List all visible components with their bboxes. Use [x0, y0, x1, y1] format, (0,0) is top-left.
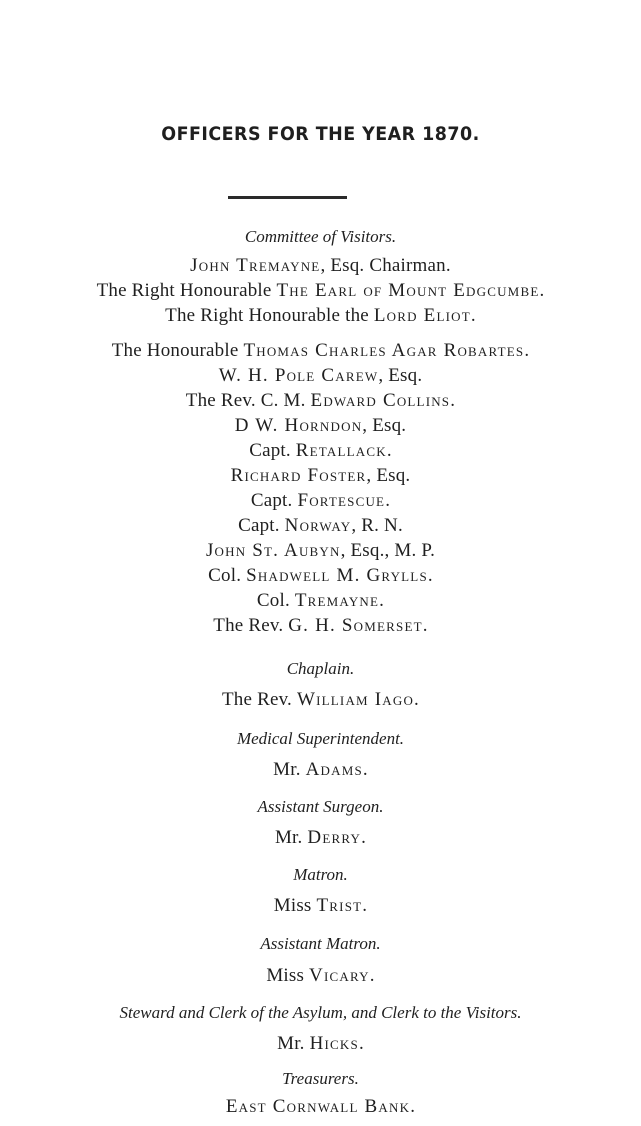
member-suffix: .	[422, 615, 428, 636]
officer-name: Vicary	[309, 965, 370, 986]
member-name: Norway	[284, 515, 352, 536]
member-prefix: The Right Honourable	[96, 280, 277, 301]
title-rule	[228, 196, 347, 199]
member-name: John St. Aubyn	[205, 540, 341, 561]
member-suffix: .	[470, 305, 476, 326]
member-name: Thomas Charles Agar Robartes	[243, 340, 525, 361]
officer-prefix: Mr.	[273, 759, 306, 780]
committee-member	[0, 616, 641, 635]
member-suffix: .	[385, 490, 391, 511]
assistant-matron-entry	[0, 966, 641, 985]
officer-prefix: Miss	[273, 895, 317, 916]
officer-name: Adams	[305, 759, 363, 780]
officer-suffix: .	[358, 1033, 364, 1054]
member-prefix: The Rev. C. M.	[185, 390, 311, 411]
chaplain-entry	[0, 690, 641, 709]
committee-member	[0, 306, 641, 325]
officer-prefix: Mr.	[277, 1033, 310, 1054]
member-prefix: Col.	[208, 565, 247, 586]
committee-member	[0, 281, 641, 300]
treasurers-entry	[0, 1097, 641, 1116]
steward-heading: Steward and Clerk of the Asylum, and Clerk to the Visitors.	[119, 1003, 522, 1022]
member-name: D W. Horndon	[234, 415, 363, 436]
officer-suffix: .	[369, 965, 375, 986]
member-name: Edward Collins	[310, 390, 451, 411]
member-prefix: The Rev.	[213, 615, 289, 636]
member-name: W. H. Pole Carew	[218, 365, 379, 386]
chaplain-heading: Chaplain.	[286, 659, 355, 678]
officer-suffix: .	[414, 689, 419, 710]
steward-entry	[0, 1034, 641, 1053]
officer-name: East Cornwall Bank	[225, 1096, 411, 1117]
member-suffix: .	[427, 565, 433, 586]
assistant-surgeon-heading: Assistant Surgeon.	[257, 797, 384, 816]
officer-suffix: .	[410, 1096, 416, 1117]
committee-member	[0, 391, 641, 410]
member-name: Tremayne	[294, 590, 380, 611]
member-suffix: .	[524, 340, 530, 361]
member-name: Retallack	[295, 440, 387, 461]
member-suffix: , Esq.	[378, 365, 423, 386]
officer-prefix: The Rev.	[222, 689, 297, 710]
page-title: OFFICERS FOR THE YEAR 1870.	[161, 123, 480, 145]
committee-member	[0, 441, 641, 460]
member-suffix: , Esq. Chairman.	[320, 255, 451, 276]
member-suffix: , Esq., M. P.	[340, 540, 436, 561]
committee-member	[0, 366, 641, 385]
matron-entry	[0, 896, 641, 915]
officer-suffix: .	[362, 759, 368, 780]
member-suffix: .	[379, 590, 385, 611]
assistant-matron-heading: Assistant Matron.	[260, 934, 381, 953]
matron-heading: Matron.	[293, 865, 348, 884]
medical-superintendent-heading: Medical Superintendent.	[236, 729, 405, 748]
committee-member	[0, 466, 641, 485]
member-prefix: Col.	[256, 590, 295, 611]
officer-prefix: Mr.	[274, 827, 308, 848]
member-name: Fortescue	[297, 490, 386, 511]
member-prefix: Capt.	[249, 440, 296, 461]
committee-member	[0, 341, 641, 360]
officer-suffix: .	[362, 895, 368, 916]
officer-suffix: .	[361, 827, 367, 848]
medical-superintendent-entry	[0, 760, 641, 779]
officer-name: William Iago	[296, 689, 415, 710]
member-prefix: Capt.	[238, 515, 285, 536]
committee-member	[0, 256, 641, 275]
committee-member	[0, 416, 641, 435]
member-suffix: , R. N.	[351, 515, 403, 536]
member-suffix: .	[450, 390, 456, 411]
member-name: Shadwell M. Grylls	[246, 565, 428, 586]
committee-member	[0, 491, 641, 510]
member-prefix: The Right Honourable the	[165, 305, 374, 326]
officer-prefix: Miss	[266, 965, 310, 986]
committee-member	[0, 516, 641, 535]
member-name: John Tremayne	[190, 255, 321, 276]
committee-member	[0, 566, 641, 585]
treasurers-heading: Treasurers.	[282, 1069, 359, 1088]
committee-member	[0, 541, 641, 560]
member-suffix: , Esq.	[362, 415, 407, 436]
member-name: Lord Eliot	[373, 305, 471, 326]
assistant-surgeon-entry	[0, 828, 641, 847]
officer-name: Derry	[307, 827, 362, 848]
member-name: G. H. Somerset	[288, 615, 423, 636]
committee-member	[0, 591, 641, 610]
member-prefix: The Honourable	[111, 340, 244, 361]
member-suffix: , Esq.	[366, 465, 411, 486]
committee-heading: Committee of Visitors.	[244, 227, 397, 246]
member-suffix: .	[386, 440, 392, 461]
member-name: Richard Foster	[230, 465, 367, 486]
officer-name: Trist	[316, 895, 363, 916]
officer-name: Hicks	[309, 1033, 359, 1054]
member-prefix: Capt.	[250, 490, 298, 511]
member-suffix: .	[539, 280, 545, 301]
member-name: The Earl of Mount Edgcumbe	[276, 280, 540, 301]
